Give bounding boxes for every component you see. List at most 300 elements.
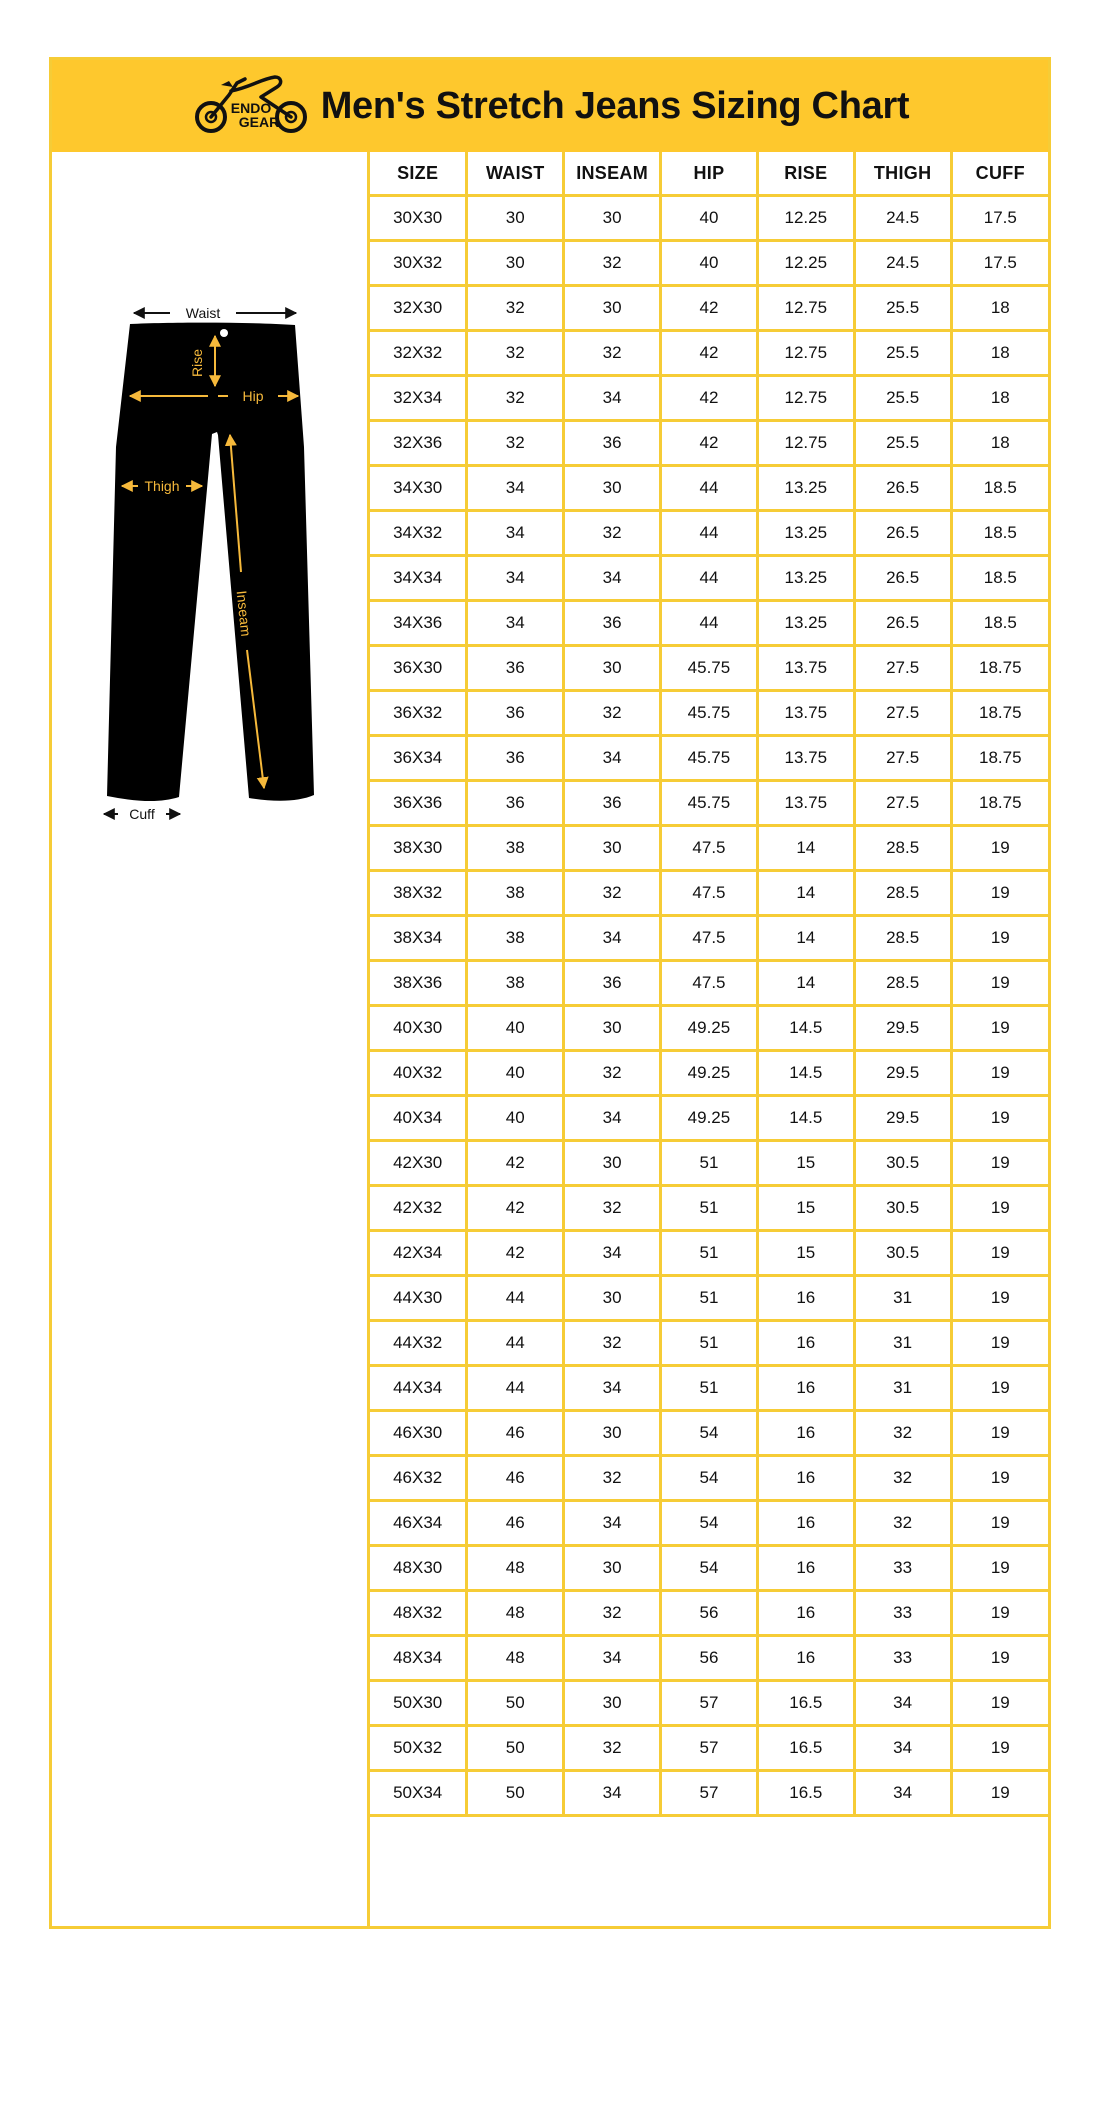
table-row [370,1186,1048,1231]
table-row [370,1591,1048,1636]
table-cell-size: 46X30 [370,1411,467,1456]
table-cell-cuff: 19 [951,871,1048,916]
table-cell-cuff: 19 [951,1186,1048,1231]
table-cell-size: 38X36 [370,961,467,1006]
table-cell-waist: 42 [467,1231,564,1276]
table-cell-thigh: 24.5 [854,196,951,241]
table-cell-rise: 14.5 [757,1006,854,1051]
table-cell-hip: 44 [661,466,758,511]
table-cell-inseam: 30 [564,1006,661,1051]
table-cell-hip: 44 [661,511,758,556]
table-row [370,196,1048,241]
table-cell-inseam: 32 [564,1321,661,1366]
button-icon [220,329,228,337]
table-cell-waist: 36 [467,691,564,736]
table-cell-rise: 16.5 [757,1726,854,1771]
table-cell-rise: 16.5 [757,1771,854,1816]
table-cell-rise: 12.75 [757,376,854,421]
table-row [370,331,1048,376]
table-cell-inseam: 36 [564,961,661,1006]
table-cell-inseam: 34 [564,1771,661,1816]
table-cell-waist: 32 [467,376,564,421]
table-cell-inseam: 30 [564,1141,661,1186]
table-cell-size: 48X30 [370,1546,467,1591]
table-cell-inseam: 30 [564,646,661,691]
column-header-rise: RISE [757,152,854,196]
table-cell-rise: 15 [757,1186,854,1231]
table-cell-rise: 13.75 [757,646,854,691]
table-cell-cuff: 19 [951,1501,1048,1546]
table-cell-cuff: 19 [951,1456,1048,1501]
table-cell-cuff: 18.75 [951,781,1048,826]
table-cell-rise: 14 [757,871,854,916]
table-cell-hip: 54 [661,1456,758,1501]
table-cell-waist: 42 [467,1141,564,1186]
table-cell-rise: 13.25 [757,511,854,556]
table-cell-size: 32X30 [370,286,467,331]
table-row [370,1636,1048,1681]
table-cell-thigh: 28.5 [854,916,951,961]
table-cell-size: 32X32 [370,331,467,376]
table-cell-cuff: 19 [951,826,1048,871]
table-cell-inseam: 34 [564,1366,661,1411]
table-cell-hip: 47.5 [661,871,758,916]
table-cell-inseam: 32 [564,1051,661,1096]
table-cell-hip: 45.75 [661,646,758,691]
table-cell-inseam: 34 [564,376,661,421]
table-cell-inseam: 30 [564,466,661,511]
table-cell-thigh: 32 [854,1411,951,1456]
table-cell-size: 36X34 [370,736,467,781]
table-cell-waist: 34 [467,601,564,646]
table-cell-rise: 16 [757,1366,854,1411]
table-cell-cuff: 19 [951,1636,1048,1681]
table-cell-inseam: 34 [564,1636,661,1681]
table-cell-thigh: 27.5 [854,646,951,691]
table-cell-waist: 34 [467,556,564,601]
table-cell-cuff: 18.5 [951,466,1048,511]
header-banner [52,60,1048,152]
table-cell-waist: 42 [467,1186,564,1231]
table-cell-thigh: 33 [854,1546,951,1591]
table-cell-size: 40X30 [370,1006,467,1051]
table-cell-size: 42X34 [370,1231,467,1276]
table-row [370,1096,1048,1141]
table-cell-waist: 32 [467,421,564,466]
table-cell-hip: 57 [661,1771,758,1816]
table-cell-thigh: 25.5 [854,376,951,421]
table-cell-thigh: 30.5 [854,1141,951,1186]
table-cell-inseam: 32 [564,691,661,736]
table-row [370,421,1048,466]
table-cell-cuff: 19 [951,1141,1048,1186]
table-cell-hip: 51 [661,1276,758,1321]
table-cell-cuff: 19 [951,1051,1048,1096]
table-cell-waist: 48 [467,1546,564,1591]
table-cell-size: 42X30 [370,1141,467,1186]
table-cell-hip: 47.5 [661,916,758,961]
table-cell-waist: 32 [467,286,564,331]
table-cell-inseam: 30 [564,1276,661,1321]
table-cell-rise: 12.75 [757,286,854,331]
table-cell-cuff: 19 [951,1546,1048,1591]
size-table-container [370,152,1048,1817]
table-cell-hip: 56 [661,1591,758,1636]
table-cell-size: 44X34 [370,1366,467,1411]
table-row [370,511,1048,556]
table-cell-thigh: 34 [854,1726,951,1771]
table-cell-thigh: 32 [854,1456,951,1501]
table-row [370,1006,1048,1051]
table-cell-thigh: 25.5 [854,331,951,376]
table-cell-size: 34X36 [370,601,467,646]
table-cell-thigh: 32 [854,1501,951,1546]
table-cell-thigh: 26.5 [854,511,951,556]
brand-logo [191,73,311,139]
table-cell-size: 50X34 [370,1771,467,1816]
table-row [370,601,1048,646]
table-cell-waist: 38 [467,916,564,961]
table-cell-thigh: 24.5 [854,241,951,286]
table-cell-rise: 13.75 [757,736,854,781]
table-cell-thigh: 28.5 [854,871,951,916]
table-cell-inseam: 34 [564,1231,661,1276]
table-cell-waist: 48 [467,1591,564,1636]
table-row [370,1681,1048,1726]
table-cell-size: 44X30 [370,1276,467,1321]
table-cell-waist: 30 [467,196,564,241]
table-row [370,1726,1048,1771]
column-header-thigh: THIGH [854,152,951,196]
table-cell-waist: 32 [467,331,564,376]
table-row [370,1501,1048,1546]
table-row [370,1276,1048,1321]
table-cell-rise: 14 [757,916,854,961]
table-cell-inseam: 34 [564,736,661,781]
table-cell-inseam: 32 [564,871,661,916]
table-cell-rise: 16 [757,1546,854,1591]
table-cell-rise: 13.25 [757,601,854,646]
table-cell-hip: 42 [661,376,758,421]
table-cell-waist: 40 [467,1096,564,1141]
table-cell-waist: 34 [467,511,564,556]
table-row [370,961,1048,1006]
table-cell-inseam: 30 [564,1546,661,1591]
table-cell-hip: 42 [661,286,758,331]
table-cell-size: 30X32 [370,241,467,286]
column-header-cuff: CUFF [951,152,1048,196]
table-cell-inseam: 34 [564,1501,661,1546]
table-cell-hip: 47.5 [661,826,758,871]
jeans-silhouette [107,323,314,801]
column-header-hip: HIP [661,152,758,196]
table-cell-hip: 56 [661,1636,758,1681]
table-cell-cuff: 19 [951,961,1048,1006]
table-cell-hip: 57 [661,1681,758,1726]
table-cell-size: 48X34 [370,1636,467,1681]
table-cell-thigh: 29.5 [854,1051,951,1096]
table-row [370,1546,1048,1591]
table-cell-cuff: 19 [951,1771,1048,1816]
table-cell-inseam: 32 [564,1726,661,1771]
table-row [370,556,1048,601]
table-row [370,1231,1048,1276]
table-cell-rise: 14.5 [757,1096,854,1141]
table-cell-waist: 44 [467,1276,564,1321]
table-cell-size: 36X36 [370,781,467,826]
table-cell-waist: 38 [467,871,564,916]
table-cell-cuff: 18.75 [951,736,1048,781]
table-cell-hip: 49.25 [661,1096,758,1141]
table-row [370,871,1048,916]
table-cell-size: 38X30 [370,826,467,871]
table-cell-waist: 34 [467,466,564,511]
table-cell-hip: 44 [661,556,758,601]
table-cell-rise: 12.25 [757,196,854,241]
table-cell-cuff: 19 [951,1366,1048,1411]
table-cell-hip: 45.75 [661,781,758,826]
table-cell-size: 36X32 [370,691,467,736]
table-cell-inseam: 36 [564,601,661,646]
table-cell-hip: 57 [661,1726,758,1771]
table-cell-inseam: 34 [564,916,661,961]
hip-label: Hip [242,388,264,404]
table-cell-rise: 12.75 [757,421,854,466]
table-cell-size: 48X32 [370,1591,467,1636]
table-cell-thigh: 30.5 [854,1186,951,1231]
table-row [370,1321,1048,1366]
table-cell-thigh: 31 [854,1366,951,1411]
rise-label: Rise [189,348,205,378]
table-cell-thigh: 28.5 [854,826,951,871]
table-cell-thigh: 34 [854,1681,951,1726]
table-cell-rise: 13.25 [757,556,854,601]
table-cell-waist: 50 [467,1771,564,1816]
table-cell-size: 30X30 [370,196,467,241]
table-cell-size: 34X32 [370,511,467,556]
table-row [370,1771,1048,1816]
table-cell-hip: 49.25 [661,1006,758,1051]
jeans-diagram [52,152,370,872]
table-cell-inseam: 36 [564,421,661,466]
page-title: Men's Stretch Jeans Sizing Chart [320,84,910,127]
table-cell-rise: 15 [757,1141,854,1186]
table-cell-size: 50X30 [370,1681,467,1726]
table-cell-cuff: 18.5 [951,511,1048,556]
table-cell-hip: 51 [661,1321,758,1366]
table-cell-cuff: 18.5 [951,556,1048,601]
table-cell-cuff: 19 [951,1276,1048,1321]
table-cell-thigh: 27.5 [854,781,951,826]
table-cell-size: 32X36 [370,421,467,466]
table-cell-size: 36X30 [370,646,467,691]
table-cell-cuff: 18.75 [951,646,1048,691]
table-cell-size: 38X34 [370,916,467,961]
table-cell-cuff: 19 [951,1096,1048,1141]
table-cell-thigh: 31 [854,1321,951,1366]
table-cell-inseam: 34 [564,1096,661,1141]
table-cell-size: 46X32 [370,1456,467,1501]
table-cell-cuff: 19 [951,1006,1048,1051]
table-row [370,1141,1048,1186]
table-cell-rise: 16.5 [757,1681,854,1726]
table-cell-thigh: 26.5 [854,556,951,601]
table-row [370,646,1048,691]
table-row [370,286,1048,331]
table-cell-thigh: 27.5 [854,691,951,736]
table-cell-thigh: 31 [854,1276,951,1321]
table-cell-inseam: 32 [564,1186,661,1231]
table-row [370,1366,1048,1411]
table-cell-cuff: 19 [951,1591,1048,1636]
measurement-diagram [52,152,370,1926]
table-cell-size: 50X32 [370,1726,467,1771]
table-cell-size: 40X34 [370,1096,467,1141]
table-cell-hip: 45.75 [661,736,758,781]
table-row [370,376,1048,421]
table-cell-size: 46X34 [370,1501,467,1546]
table-cell-rise: 16 [757,1636,854,1681]
table-cell-rise: 14.5 [757,1051,854,1096]
thigh-label: Thigh [144,478,180,494]
sizing-chart [49,57,1051,1929]
column-header-size: SIZE [370,152,467,196]
table-cell-cuff: 17.5 [951,241,1048,286]
table-cell-cuff: 19 [951,1681,1048,1726]
table-cell-thigh: 29.5 [854,1096,951,1141]
table-cell-thigh: 25.5 [854,286,951,331]
table-cell-waist: 44 [467,1366,564,1411]
table-row [370,1456,1048,1501]
table-cell-rise: 14 [757,961,854,1006]
table-row [370,691,1048,736]
table-cell-rise: 16 [757,1276,854,1321]
table-cell-hip: 44 [661,601,758,646]
table-cell-cuff: 18.5 [951,601,1048,646]
table-cell-rise: 12.75 [757,331,854,376]
table-cell-waist: 48 [467,1636,564,1681]
table-cell-hip: 51 [661,1186,758,1231]
table-body [370,196,1048,1816]
table-cell-size: 38X32 [370,871,467,916]
table-row [370,1411,1048,1456]
table-row [370,826,1048,871]
table-cell-hip: 51 [661,1231,758,1276]
table-cell-thigh: 33 [854,1591,951,1636]
table-cell-waist: 44 [467,1321,564,1366]
table-cell-inseam: 30 [564,826,661,871]
table-cell-waist: 38 [467,961,564,1006]
table-cell-cuff: 18 [951,376,1048,421]
table-cell-waist: 40 [467,1006,564,1051]
table-cell-inseam: 34 [564,556,661,601]
table-cell-hip: 54 [661,1411,758,1456]
table-cell-hip: 42 [661,331,758,376]
inseam-label: Inseam [233,589,255,638]
motorcycle-logo-icon [191,73,311,139]
table-cell-thigh: 27.5 [854,736,951,781]
table-cell-waist: 30 [467,241,564,286]
table-cell-waist: 46 [467,1501,564,1546]
table-cell-thigh: 29.5 [854,1006,951,1051]
table-cell-size: 42X32 [370,1186,467,1231]
table-cell-size: 32X34 [370,376,467,421]
table-cell-cuff: 18 [951,331,1048,376]
table-cell-cuff: 19 [951,1411,1048,1456]
table-cell-thigh: 26.5 [854,466,951,511]
brand-line-2: GEAR [238,114,279,130]
table-cell-hip: 40 [661,196,758,241]
table-cell-rise: 13.75 [757,781,854,826]
table-cell-rise: 16 [757,1456,854,1501]
table-cell-waist: 46 [467,1411,564,1456]
column-header-inseam: INSEAM [564,152,661,196]
table-cell-hip: 45.75 [661,691,758,736]
table-cell-thigh: 33 [854,1636,951,1681]
table-cell-cuff: 17.5 [951,196,1048,241]
brand-line-1: ENDO [230,100,271,116]
table-cell-waist: 36 [467,646,564,691]
table-cell-inseam: 32 [564,241,661,286]
table-cell-size: 40X32 [370,1051,467,1096]
table-cell-waist: 36 [467,781,564,826]
table-cell-waist: 40 [467,1051,564,1096]
table-row [370,916,1048,961]
table-cell-hip: 40 [661,241,758,286]
table-cell-inseam: 32 [564,331,661,376]
table-row [370,781,1048,826]
table-cell-hip: 51 [661,1141,758,1186]
waist-label: Waist [185,305,221,321]
table-cell-inseam: 32 [564,1591,661,1636]
table-cell-hip: 49.25 [661,1051,758,1096]
table-cell-rise: 14 [757,826,854,871]
table-row [370,241,1048,286]
table-cell-hip: 51 [661,1366,758,1411]
table-cell-thigh: 30.5 [854,1231,951,1276]
table-cell-inseam: 36 [564,781,661,826]
table-cell-rise: 16 [757,1501,854,1546]
table-row [370,1051,1048,1096]
table-cell-inseam: 30 [564,1681,661,1726]
table-cell-hip: 47.5 [661,961,758,1006]
table-cell-waist: 38 [467,826,564,871]
table-cell-cuff: 19 [951,1321,1048,1366]
table-cell-inseam: 32 [564,1456,661,1501]
table-cell-waist: 46 [467,1456,564,1501]
column-header-waist: WAIST [467,152,564,196]
table-cell-cuff: 18 [951,421,1048,466]
table-cell-waist: 36 [467,736,564,781]
size-table [370,152,1048,1817]
table-cell-size: 34X30 [370,466,467,511]
table-cell-cuff: 18 [951,286,1048,331]
table-cell-rise: 16 [757,1411,854,1456]
table-cell-inseam: 30 [564,196,661,241]
table-cell-cuff: 19 [951,1726,1048,1771]
table-cell-inseam: 30 [564,286,661,331]
table-cell-size: 44X32 [370,1321,467,1366]
table-cell-waist: 50 [467,1681,564,1726]
table-cell-inseam: 32 [564,511,661,556]
table-cell-inseam: 30 [564,1411,661,1456]
table-header-row [370,152,1048,196]
table-cell-rise: 12.25 [757,241,854,286]
table-cell-rise: 15 [757,1231,854,1276]
table-cell-rise: 13.75 [757,691,854,736]
table-cell-rise: 16 [757,1591,854,1636]
table-cell-size: 34X34 [370,556,467,601]
